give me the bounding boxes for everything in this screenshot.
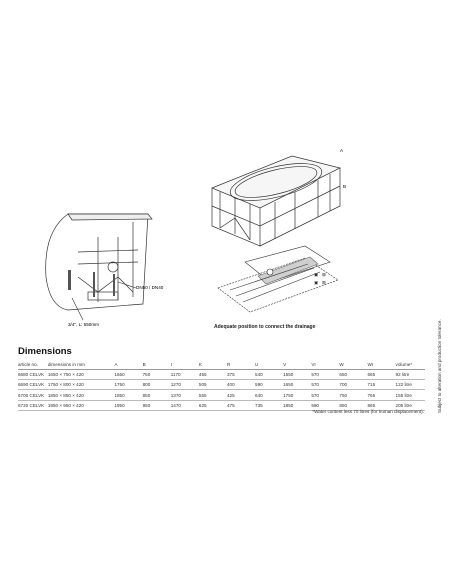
table-cell: 625 bbox=[199, 400, 227, 410]
svg-text:▣: ▣ bbox=[314, 272, 319, 277]
column-header: B bbox=[143, 361, 171, 370]
table-row bbox=[18, 390, 425, 400]
table-cell: 375 bbox=[227, 370, 255, 380]
svg-text:⊠: ⊠ bbox=[322, 280, 326, 285]
table-cell: 1650 bbox=[283, 380, 311, 390]
cutaway-drawing bbox=[38, 192, 168, 332]
table-cell: 6700 CELVK bbox=[18, 390, 48, 400]
table-cell: 122 litre bbox=[396, 380, 425, 390]
svg-text:▣: ▣ bbox=[314, 280, 319, 285]
table-row bbox=[18, 380, 425, 390]
column-header: WI bbox=[367, 361, 395, 370]
table-cell: 850 bbox=[339, 400, 367, 410]
table-cell: 800 bbox=[143, 380, 171, 390]
svg-text:B: B bbox=[343, 184, 347, 189]
inlet-label: 3/4", L: 550mm bbox=[68, 322, 99, 327]
table-cell: 6680 CELVK bbox=[18, 370, 48, 380]
table-cell: 1850 bbox=[283, 400, 311, 410]
column-header: VI bbox=[311, 361, 339, 370]
side-note-text: Subject to alteration and production tolerance. bbox=[437, 319, 442, 413]
column-header: R bbox=[227, 361, 255, 370]
table-cell: 715 bbox=[367, 380, 395, 390]
table-cell: 665 bbox=[367, 370, 395, 380]
table-cell: 1550 bbox=[283, 370, 311, 380]
table-cell: 1950 × 950 × 420 bbox=[48, 400, 115, 410]
table-cell: 455 bbox=[199, 370, 227, 380]
column-header: K bbox=[199, 361, 227, 370]
table-cell: 765 bbox=[367, 390, 395, 400]
footnote: *Water content less 70 litres (for human displacement). bbox=[312, 409, 424, 414]
table-cell: 540 bbox=[255, 370, 283, 380]
table-cell: 750 bbox=[339, 390, 367, 400]
table-cell: 1470 bbox=[171, 400, 199, 410]
svg-text:⊠: ⊠ bbox=[322, 272, 326, 277]
drain-label: DN50 / DN40 bbox=[136, 285, 164, 290]
svg-text:A: A bbox=[340, 148, 344, 153]
table-cell: 570 bbox=[311, 380, 339, 390]
table-cell: 650 bbox=[339, 370, 367, 380]
table-cell: 735 bbox=[255, 400, 283, 410]
table-cell: 1750 bbox=[114, 380, 142, 390]
table-header-row bbox=[18, 361, 425, 370]
table-cell: 1650 × 750 × 420 bbox=[48, 370, 115, 380]
table-cell: 570 bbox=[311, 390, 339, 400]
table-cell: 400 bbox=[227, 380, 255, 390]
table-row bbox=[18, 370, 425, 380]
table-cell: 1270 bbox=[171, 380, 199, 390]
table-cell: 425 bbox=[227, 390, 255, 400]
table-cell: 6690 CELVK bbox=[18, 380, 48, 390]
table-cell: 1750 × 800 × 420 bbox=[48, 380, 115, 390]
side-note bbox=[430, 305, 442, 415]
table-cell: 205 litre bbox=[396, 400, 425, 410]
table-cell: 640 bbox=[255, 390, 283, 400]
table-cell: 92 litre bbox=[396, 370, 425, 380]
table-cell: 555 bbox=[199, 390, 227, 400]
table-cell: 1370 bbox=[171, 390, 199, 400]
column-header: V bbox=[283, 361, 311, 370]
column-header: volume* bbox=[396, 361, 425, 370]
table-cell: 1850 × 850 × 420 bbox=[48, 390, 115, 400]
table-cell: 1650 bbox=[114, 370, 142, 380]
table-cell: 1750 bbox=[283, 390, 311, 400]
table-cell: 700 bbox=[339, 380, 367, 390]
column-header: A bbox=[114, 361, 142, 370]
plan-drawing bbox=[210, 232, 360, 322]
table-cell: 590 bbox=[311, 400, 339, 410]
table-cell: 6720 CELVK bbox=[18, 400, 48, 410]
table-cell: 1170 bbox=[171, 370, 199, 380]
table-cell: 865 bbox=[367, 400, 395, 410]
column-header: I bbox=[171, 361, 199, 370]
table-cell: 1850 bbox=[114, 390, 142, 400]
table-cell: 850 bbox=[143, 390, 171, 400]
table-cell: 950 bbox=[143, 400, 171, 410]
page-title: Dimensions bbox=[18, 346, 72, 357]
table-cell: 505 bbox=[199, 380, 227, 390]
dimensions-table bbox=[18, 361, 425, 411]
column-header: dimensions in mm bbox=[48, 361, 115, 370]
column-header: article no. bbox=[18, 361, 48, 370]
table-cell: 750 bbox=[143, 370, 171, 380]
drawing-caption: Adequate position to connect the drainage bbox=[214, 324, 316, 330]
table-cell: 155 litre bbox=[396, 390, 425, 400]
table-body bbox=[18, 370, 425, 411]
column-header: W bbox=[339, 361, 367, 370]
table-cell: 590 bbox=[255, 380, 283, 390]
table-cell: 1950 bbox=[114, 400, 142, 410]
table-cell: 475 bbox=[227, 400, 255, 410]
column-header: U bbox=[255, 361, 283, 370]
table-cell: 570 bbox=[311, 370, 339, 380]
